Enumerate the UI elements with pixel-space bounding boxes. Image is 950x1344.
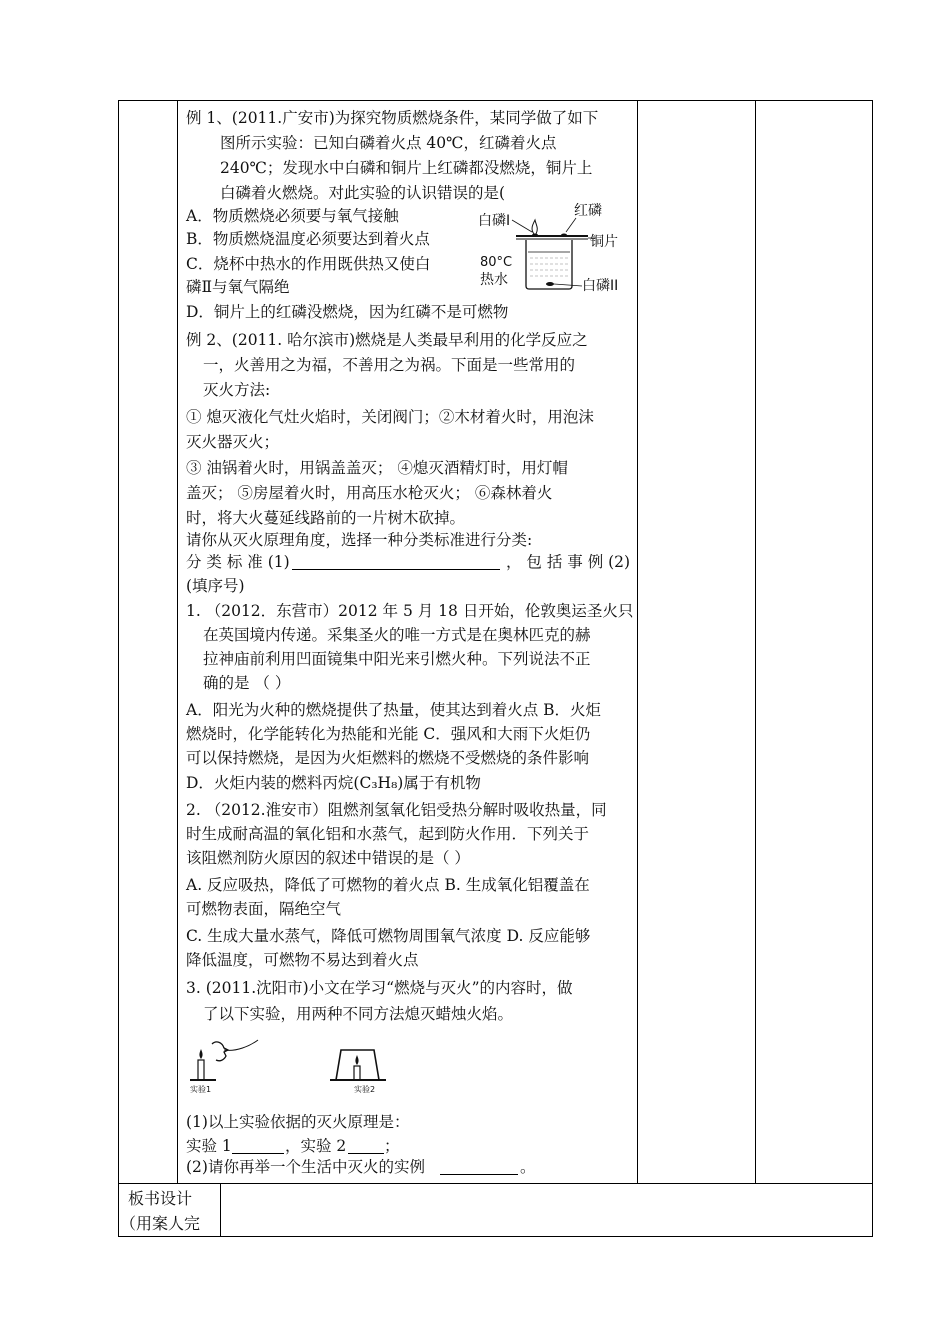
blowing-face-icon	[212, 1042, 228, 1061]
ex1-option-a: A．物质燃烧必须要与氧气接触	[186, 207, 399, 225]
ex2-line-6: ③ 油锅着火时，用锅盖盖灭； ④熄灭酒精灯时，用灯帽	[186, 459, 568, 477]
white-phosphorus-in-water	[546, 282, 554, 286]
q3-blank-exp1	[232, 1153, 284, 1154]
column-divider-1	[177, 100, 178, 1183]
plan-user-label: （用案人完	[120, 1214, 201, 1233]
table-bottom-border	[118, 1236, 873, 1237]
fig-label-hot-water: 热水	[480, 272, 508, 288]
fig-label-red-phosphorus: 红磷	[574, 203, 602, 219]
experiment-2-caption: 实验2	[354, 1085, 376, 1094]
q1-line-7: 可以保持燃烧，是因为火炬燃料的燃烧不受燃烧的条件影响	[186, 749, 590, 767]
ex1-line-3: 240℃；发现水中白磷和铜片上红磷都没燃烧，铜片上	[220, 159, 593, 177]
flame-icon	[532, 220, 537, 234]
q2-line-3: 该阻燃剂防火原因的叙述中错误的是（ ）	[186, 849, 470, 867]
q3-line-4a: 实验 1	[186, 1137, 232, 1155]
white-phosphorus-on-sheet	[532, 234, 538, 237]
ex2-line-8: 时，将大火蔓延线路前的一片树木砍掉。	[186, 509, 466, 527]
table-right-border	[872, 100, 873, 1237]
covering-cup	[336, 1050, 379, 1080]
fig-label-white-phosphorus-1: 白磷Ⅰ	[478, 213, 511, 229]
q3-line-4b: ，实验 2	[285, 1137, 347, 1155]
board-design-label: 板书设计	[128, 1189, 193, 1208]
q3-line-4c: ；	[384, 1137, 400, 1155]
q2-line-2: 时生成耐高温的氧化铝和水蒸气，起到防火作用．下列关于	[186, 825, 590, 843]
q2-line-1: 2. （2012.淮安市）阻燃剂氢氧化铝受热分解时吸收热量，同	[186, 801, 607, 819]
q3-line-2: 了以下实验，用两种不同方法熄灭蜡烛火焰。	[203, 1005, 514, 1023]
q1-line-5: A．阳光为火种的燃烧提供了热量，使其达到着火点 B．火炬	[186, 701, 602, 719]
candle-2-flame-icon	[355, 1055, 358, 1065]
table-top-border	[118, 100, 873, 101]
ex1-line-4: 白磷着火燃烧。对此实验的认识错误的是(	[220, 184, 506, 202]
ex2-line-5: 灭火器灭火；	[186, 433, 280, 451]
column-divider-footer	[220, 1183, 221, 1236]
ex2-line-11: (填序号)	[186, 577, 245, 595]
ex2-line-3: 灭火方法:	[203, 381, 271, 399]
ex2-line-10a: 分 类 标 准 (1)	[186, 553, 290, 571]
ex1-option-c-2: 磷Ⅱ与氧气隔绝	[186, 278, 290, 296]
q3-line-1: 3. (2011.沈阳市)小文在学习“燃烧与灭火”的内容时，做	[186, 979, 573, 997]
red-phosphorus-on-sheet	[561, 234, 567, 237]
fig-label-white-phosphorus-2: 白磷II	[582, 278, 619, 294]
ex1-option-b: B．物质燃烧温度必须要达到着火点	[186, 230, 430, 248]
q2-line-7: 降低温度，可燃物不易达到着火点	[186, 951, 419, 969]
q2-line-5: 可燃物表面，隔绝空气	[186, 900, 342, 918]
fig-label-temperature: 80°C	[480, 255, 513, 270]
ex1-option-c-1: C．烧杯中热水的作用既供热又使白	[186, 255, 431, 273]
candle-2	[354, 1066, 360, 1080]
q1-line-8: D．火炬内装的燃料丙烷(C₃H₈)属于有机物	[186, 774, 481, 792]
fig-label-copper-sheet: 铜片	[590, 234, 618, 250]
q1-line-4: 确的是 （ ）	[203, 674, 291, 692]
table-left-border	[118, 100, 119, 1237]
candle-1-flame-icon	[199, 1049, 202, 1059]
ex2-line-10b: ， 包 括 事 例 (2)	[506, 553, 631, 571]
table-divider-1	[118, 1183, 873, 1184]
ex2-line-9: 请你从灭火原理角度，选择一种分类标准进行分类:	[186, 531, 533, 549]
q1-line-6: 燃烧时，化学能转化为热能和光能 C．强风和大雨下火炬仍	[186, 725, 591, 743]
phosphorus-experiment-figure	[472, 198, 637, 298]
ex2-line-4: ① 熄灭液化气灶火焰时，关闭阀门；②木材着火时，用泡沫	[186, 408, 594, 426]
q2-line-6: C. 生成大量水蒸气，降低可燃物周围氧气浓度 D. 反应能够	[186, 927, 591, 945]
ex2-line-2: 一，火善用之为福，不善用之为祸。下面是一些常用的	[203, 356, 576, 374]
candle-experiments-figure	[186, 1036, 396, 1094]
ex2-line-1: 例 2、(2011. 哈尔滨市)燃烧是人类最早利用的化学反应之	[186, 331, 588, 349]
q3-line-5b: 。	[520, 1158, 536, 1176]
q2-line-4: A. 反应吸热，降低了可燃物的着火点 B. 生成氧化铝覆盖在	[186, 876, 590, 894]
q1-line-2: 在英国境内传递。采集圣火的唯一方式是在奥林匹克的赫	[203, 626, 591, 644]
q1-line-3: 拉神庙前利用凹面镜集中阳光来引燃火种。下列说法不正	[203, 650, 591, 668]
q1-line-1: 1. （2012．东营市）2012 年 5 月 18 日开始，伦敦奥运圣火只	[186, 602, 634, 620]
q3-blank-exp2	[348, 1153, 384, 1154]
ex1-option-d: D．铜片上的红磷没燃烧，因为红磷不是可燃物	[186, 303, 509, 321]
column-divider-3	[755, 100, 756, 1183]
q3-blank-example	[440, 1174, 518, 1175]
experiment-1-caption: 实验1	[190, 1085, 212, 1094]
q3-line-5a: (2)请你再举一个生活中灭火的实例	[186, 1158, 425, 1176]
ex1-line-1: 例 1、(2011.广安市)为探究物质燃烧条件，某同学做了如下	[186, 109, 599, 127]
ex1-line-2: 图所示实验：已知白磷着火点 40℃，红磷着火点	[220, 134, 557, 152]
beaker	[526, 240, 572, 289]
column-divider-2	[637, 100, 638, 1183]
candle-1	[198, 1060, 204, 1080]
ex2-blank-classification	[292, 569, 500, 570]
q3-line-3: (1)以上实验依据的灭火原理是：	[186, 1113, 410, 1131]
ex2-line-7: 盖灭； ⑤房屋着火时，用高压水枪灭火； ⑥森林着火	[186, 484, 553, 502]
